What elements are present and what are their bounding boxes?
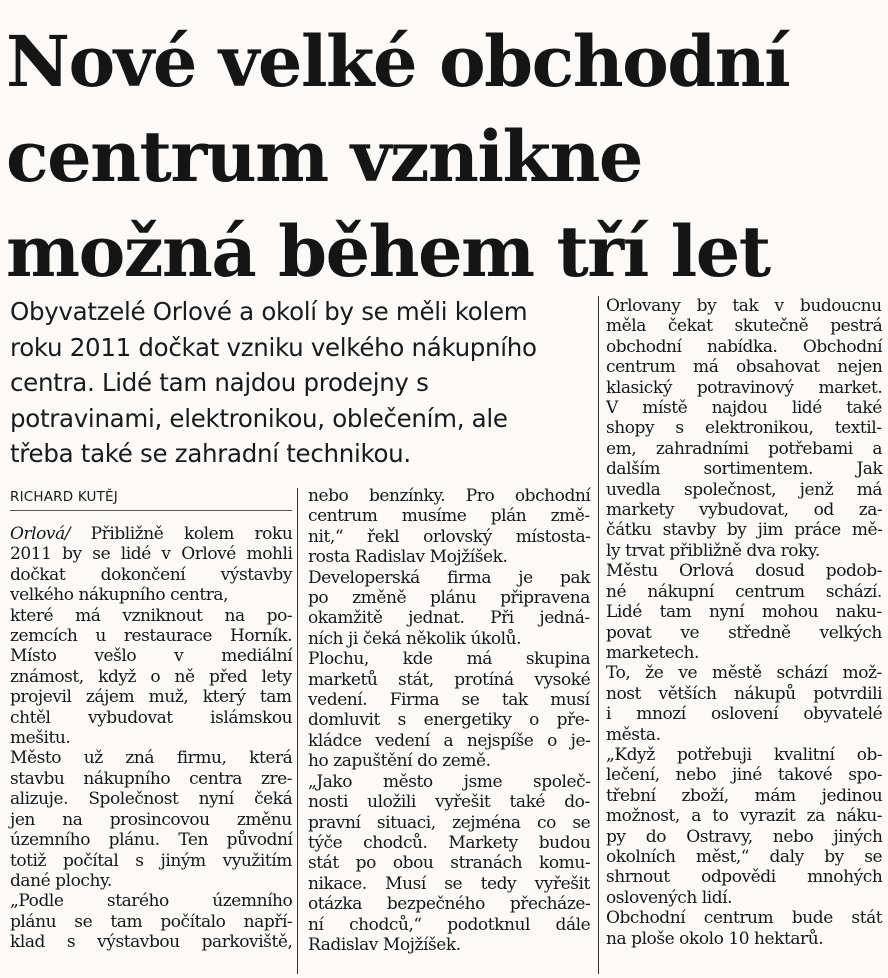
text-line: které má vzniknout na po- xyxy=(10,605,293,626)
text-line: lečení, nebo jiné takové spo- xyxy=(606,765,883,786)
text-line: Plochu, kde má skupina xyxy=(308,649,591,670)
text-line: Obchodní centrum bude stát xyxy=(606,908,883,929)
text-line: nikace. Musí se tedy vyřešit xyxy=(308,873,590,894)
text-line: nosti uložili vyřešit také do- xyxy=(308,792,590,813)
text-line: domluvit s energetiky o pře- xyxy=(308,710,590,731)
text-line: marketů stát, protíná vysoké xyxy=(308,669,591,690)
headline-line: možná během tří let xyxy=(6,210,770,293)
text-line: povat ve středně velkých xyxy=(606,622,882,643)
text-line: pravní situaci, zejména co se xyxy=(308,812,591,833)
text-line: ly trvat přibližně dva roky. xyxy=(606,540,820,561)
text-line: V místě najdou lidé také xyxy=(606,398,882,419)
text-line: „Podle starého územního xyxy=(10,891,293,912)
text-line: možnost, a to vyrazit za náku- xyxy=(606,806,883,827)
article-headline xyxy=(6,14,886,299)
text-line: stavbu nákupního centra zre- xyxy=(10,768,293,789)
text-line: vedení. Firma se tak musí xyxy=(308,690,590,711)
text-line: třební zboží, mám jedinou xyxy=(606,785,883,806)
article-column-1 xyxy=(10,524,292,953)
text-line: mešitu. xyxy=(10,728,71,749)
text-line: rosta Radislav Mojžíšek. xyxy=(308,547,508,568)
text-line: města. xyxy=(606,724,661,745)
text-line: měla čekat skutečně pestrá xyxy=(606,316,883,337)
text-line: týče chodců. Markety budou xyxy=(308,832,591,853)
text-line: klasický potravinový market. xyxy=(606,377,883,398)
text-line: „Jako město jsme společ- xyxy=(308,771,591,792)
text-line: marketech. xyxy=(606,642,700,663)
text-line: okolních měst,“ daly by se xyxy=(606,846,883,867)
text-line: okamžitě jednat. Při jedná- xyxy=(308,608,590,629)
text-line: známost, když o ně před lety xyxy=(10,666,292,687)
article-column-2 xyxy=(308,486,590,955)
text-line: Developerská firma je pak xyxy=(308,567,590,588)
text-line: Radislav Mojžíšek. xyxy=(308,934,461,955)
text-line: obchodní nabídka. Obchodní xyxy=(606,336,883,357)
text-line: kládce vedení a nejspíše o je- xyxy=(308,730,591,751)
text-line: uvedla společnost, jenž má xyxy=(606,479,883,500)
text-line: né nákupní centrum schází. xyxy=(606,581,882,602)
text-line: zemcích u restaurace Horník. xyxy=(10,626,293,647)
text-line: ních ji čeká několik úkolů. xyxy=(308,628,522,649)
text-line: centrum musíme plán změ- xyxy=(308,506,590,527)
text-line: čátku stavby by jim práce mě- xyxy=(606,520,883,541)
lead-line: roku 2011 dočkat vzniku velkého nákupního xyxy=(10,332,537,362)
text-line: dočkat dokončení výstavby xyxy=(10,564,293,585)
text-line: Místo vešlo v mediální xyxy=(10,646,293,667)
author-byline: RICHARD KUTĚJ xyxy=(10,489,118,505)
text-line: velkého nákupního centra, xyxy=(10,585,229,606)
text-line: em, zahradními potřebami a xyxy=(606,438,883,459)
text-line: po změně plánu připravena xyxy=(308,588,590,609)
text-line: py do Ostravy, nebo jiných xyxy=(606,826,883,847)
lead-line: potravinami, elektronikou, oblečením, ale xyxy=(10,403,508,433)
text-line: shrnout odpovědi mnohých xyxy=(606,867,883,888)
headline-line: centrum vznikne xyxy=(6,115,642,198)
text-line: jen na prosincovou změnu xyxy=(10,809,292,830)
text-line: plánu se tam počítalo napří- xyxy=(10,911,293,932)
lead-line: Obyvatzelé Orlové a okolí by se měli kolem xyxy=(10,297,528,326)
text-line: nit,“ řekl orlovský místosta- xyxy=(308,526,591,547)
text-line: markety vybudovat, od za- xyxy=(606,500,883,521)
text-line: projevil zájem muž, který tam xyxy=(10,687,292,708)
byline-divider xyxy=(10,510,292,511)
text-line: 2011 by se lidé v Orlové mohli xyxy=(10,544,293,565)
column-divider xyxy=(598,296,599,974)
text-line: dalším sortimentem. Jak xyxy=(606,459,883,480)
text-line: totiž počítal s jiným využitím xyxy=(10,850,292,871)
lead-line: třeba také se zahradní technikou. xyxy=(10,439,411,468)
text-line: klad s výstavbou parkoviště, xyxy=(10,932,293,953)
text-line: „Když potřebuji kvalitní ob- xyxy=(606,744,883,765)
text-line: nost větších nákupů potvrdili xyxy=(606,683,883,704)
lead-line: centra. Lidé tam najdou prodejny s xyxy=(10,368,429,397)
text-line: chtěl vybudovat islámskou xyxy=(10,707,293,728)
text-line: otázka bezpečného přecháze- xyxy=(308,894,591,915)
text-line: shopy s elektronikou, textil- xyxy=(606,418,882,439)
text-line: oslovených lidí. xyxy=(606,887,733,908)
text-line: alizuje. Společnost nyní čeká xyxy=(10,789,293,810)
text-line: stát po obou stranách komu- xyxy=(308,853,591,874)
text-line: dané plochy. xyxy=(10,870,112,891)
text-line: i mnozí oslovení obyvatelé xyxy=(606,704,883,725)
text-line: centrum má obsahovat nejen xyxy=(606,357,883,378)
dateline: Orlová/ xyxy=(10,524,71,544)
text-line: Město už zná firmu, která xyxy=(10,748,293,769)
article-column-3 xyxy=(606,296,882,949)
text-line: Lidé tam nyní mohou naku- xyxy=(606,602,882,623)
text-line: Orlovany by tak v budoucnu xyxy=(606,296,882,316)
headline-line: Nové velké obchodní xyxy=(6,20,790,103)
column-divider xyxy=(297,488,298,974)
text-line: na ploše okolo 10 hektarů. xyxy=(606,928,824,949)
text-line: To, že ve městě schází mož- xyxy=(606,663,882,684)
text-run: Přibližně kolem roku xyxy=(70,524,293,544)
text-line: ní chodců,“ podotknul dále xyxy=(308,914,591,935)
text-line xyxy=(10,524,292,544)
text-line: nebo benzínky. Pro obchodní xyxy=(308,486,591,506)
text-line: Městu Orlová dosud podob- xyxy=(606,561,882,582)
article-lead xyxy=(10,294,600,472)
text-line: územního plánu. Ten původní xyxy=(10,830,293,851)
text-line: ho zapuštění do země. xyxy=(308,751,491,772)
